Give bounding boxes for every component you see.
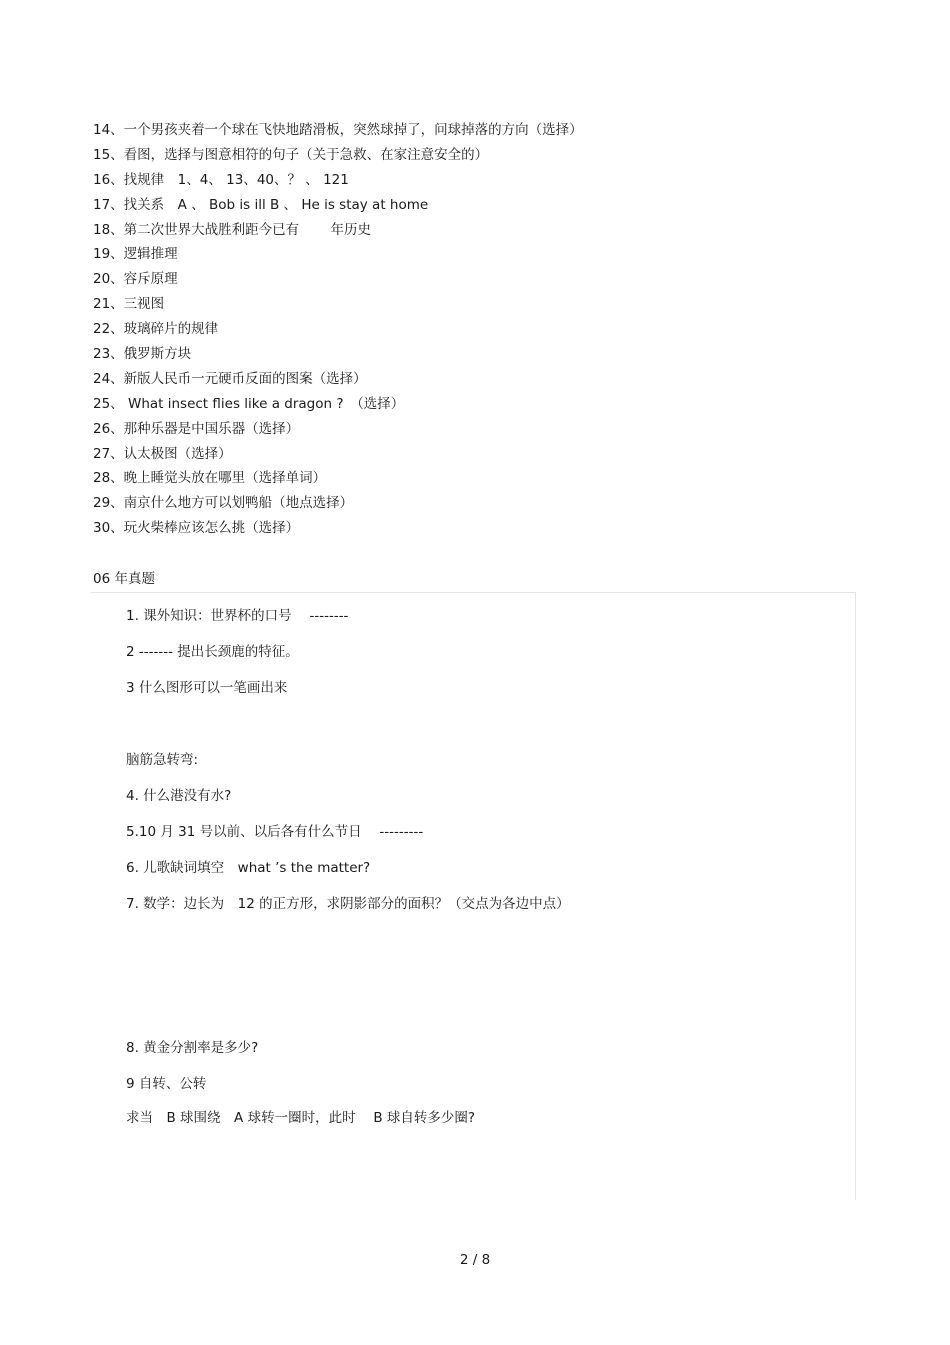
question-item: 26、那种乐器是中国乐器（选择） (93, 420, 300, 437)
panel-item: 6. 儿歌缺词填空 what ’s the matter? (126, 860, 371, 876)
panel-item: 9 自转、公转 (126, 1076, 207, 1092)
question-item: 27、认太极图（选择） (93, 445, 232, 462)
panel-item: 求当 B 球围绕 A 球转一圈时，此时 B 球自转多少圈? (126, 1110, 476, 1126)
question-item: 22、玻璃碎片的规律 (93, 321, 219, 338)
question-item: 28、晚上睡觉头放在哪里（选择单词） (93, 470, 327, 487)
panel-item: 2 ------- 提出长颈鹿的特征。 (126, 644, 299, 660)
question-item: 20、容斥原理 (93, 271, 178, 288)
question-item: 29、南京什么地方可以划鸭船（地点选择） (93, 495, 354, 512)
question-item: 17、找关系 A 、 Bob is ill B 、 He is stay at home (93, 196, 429, 213)
panel-item: 4. 什么港没有水? (126, 788, 232, 804)
question-item: 14、一个男孩夹着一个球在飞快地踏滑板，突然球掉了，问球掉落的方向（选择） (93, 122, 583, 138)
question-item: 24、新版人民币一元硬币反面的图案（选择） (93, 370, 367, 387)
panel-item: 5.10 月 31 号以前、以后各有什么节日 --------- (126, 824, 424, 840)
panel-item: 3 什么图形可以一笔画出来 (126, 680, 288, 696)
question-item: 19、逻辑推理 (93, 246, 178, 263)
panel-item: 8. 黄金分割率是多少? (126, 1040, 259, 1056)
question-list (93, 118, 893, 541)
question-item: 16、找规律 1、4、 13、40、？ 、 121 (93, 171, 349, 188)
question-item: 30、玩火柴棒应该怎么挑（选择） (93, 520, 300, 537)
question-item: 23、俄罗斯方块 (93, 346, 192, 363)
panel-item: 1. 课外知识：世界杯的口号 -------- (126, 608, 349, 624)
question-item: 21、三视图 (93, 296, 165, 313)
panel-item: 7. 数学：边长为 12 的正方形，求阴影部分的面积？（交点为各边中点） (126, 896, 570, 912)
section-title: 06 年真题 (93, 571, 155, 587)
panel-subheading: 脑筋急转弯: (126, 752, 199, 768)
question-item: 15、看图，选择与图意相符的句子（关于急救、在家注意安全的） (93, 146, 489, 163)
page-number: 2 / 8 (459, 1252, 491, 1268)
question-item: 18、第二次世界大战胜利距今已有 年历史 (93, 221, 371, 238)
question-item: 25、 What insect flies like a dragon ? （选择） (93, 395, 405, 412)
